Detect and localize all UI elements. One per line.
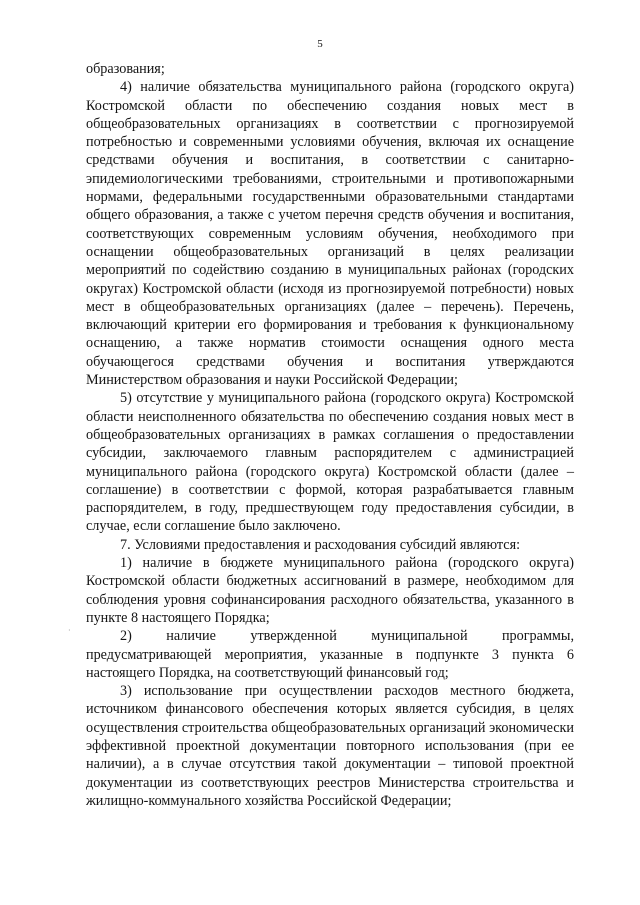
paragraph-condition-3: 3) использование при осуществлении расходов местного бюджета, источником финансового обеспечения которых является субсидия, в целях осуществления строительства общеобразовательных организаций экономически эффективной проектной документации повторного использования (при ее наличии), а в случае отсутствия такой документации – типовой проектной документации из соответствующих реестров Министерства строительства и жилищно-коммунального хозяйства Российской Федерации; bbox=[86, 683, 574, 809]
paragraph-section-7: 7. Условиями предоставления и расходования субсидий являются: bbox=[120, 536, 521, 553]
paragraph-continuation: образования; bbox=[86, 61, 165, 77]
paragraph-condition-1: 1) наличие в бюджете муниципального района (городского округа) Костромской области бюджетных ассигнований в размере, необходимом для соблюдения уровня софинансирования расходного обязательства, указанного в пункте 8 настоящего Порядка; bbox=[86, 555, 574, 626]
paragraph-condition-2: 2) наличие утвержденной муниципальной программы, предусматривающей мероприятия, указанные в подпункте 3 пункта 6 настоящего Порядка, на соответствующий финансовый год; bbox=[86, 628, 574, 681]
margin-mark: · bbox=[68, 626, 71, 635]
page-number: 5 bbox=[317, 38, 323, 50]
paragraph-item-5: 5) отсутствие у муниципального района (городского округа) Костромской области неисполненного обязательства по обеспечению создания новых мест в общеобразовательных организациях в рамках соглашения о предоставлении субсидии, заключаемого главным распорядителем с администрацией муниципального района (городского округа) Костромской области (далее – соглашение) в соответствии с формой, которая разрабатывается главным распорядителем, в году, предшествующем году предоставления субсидии, в случае, если соглашение было заключено. bbox=[86, 390, 574, 535]
document-body bbox=[86, 60, 574, 810]
paragraph-item-4: 4) наличие обязательства муниципального района (городского округа) Костромской области по обеспечению создания новых мест в общеобразовательных организациях в соответствии с прогнозируемой потребностью и современными условиями обучения, включая их оснащение средствами обучения и воспитания, в соответствии с санитарно-эпидемиологическими требованиями, строительными и противопожарными нормами, федеральными государственными образовательными стандартами общего образования, а также с учетом перечня средств обучения и воспитания, соответствующих современным условиям обучения, необходимого при оснащении общеобразовательных организаций в целях реализации мероприятий по содействию созданию в муниципальных районах (городских округах) Костромской области (исходя из прогнозируемой потребности) новых мест в общеобразовательных организациях (далее – перечень). Перечень, включающий критерии его формирования и требования к функциональному оснащению, а также норматив стоимости оснащения одного места обучающегося средствами обучения и воспитания утверждаются Министерством образования и науки Российской Федерации; bbox=[86, 79, 574, 389]
